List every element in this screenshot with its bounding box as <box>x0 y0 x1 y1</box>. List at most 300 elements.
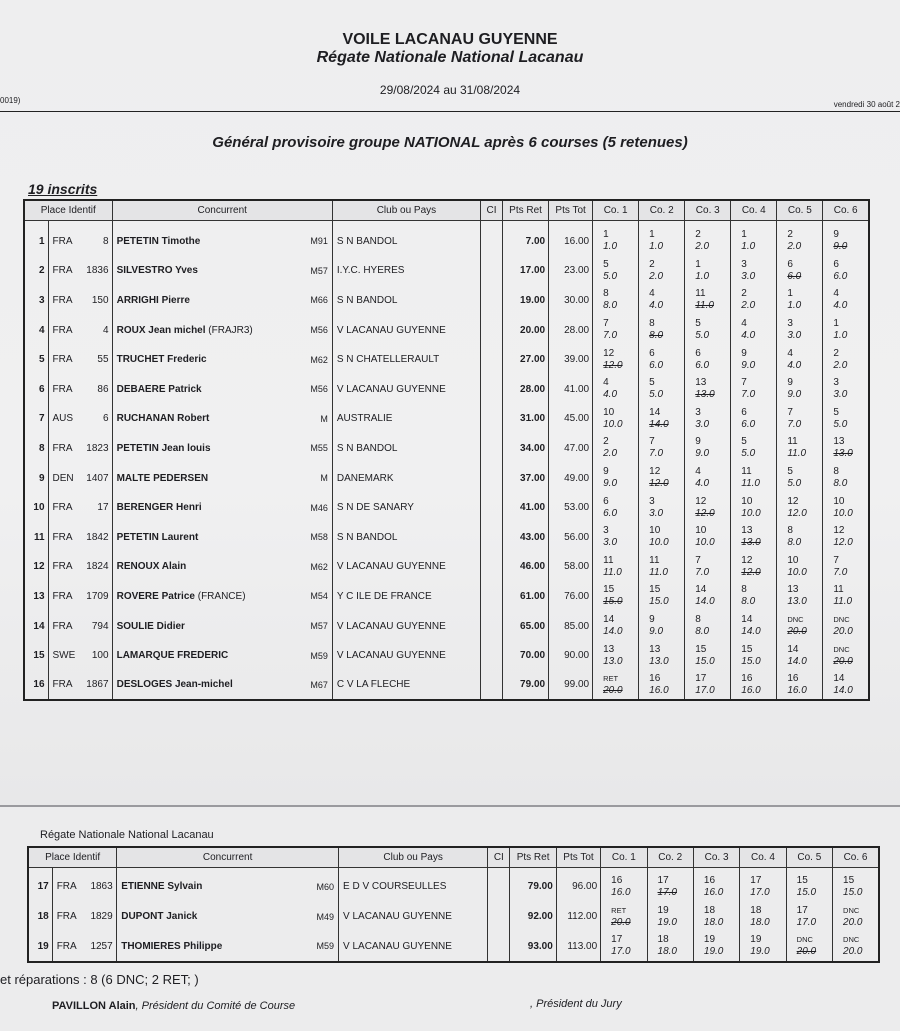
competitor-cell <box>112 641 332 671</box>
age-category: M46 <box>310 502 328 513</box>
race-1-cell <box>593 522 639 552</box>
race-points: 4.0 <box>833 300 848 312</box>
age-category: M56 <box>310 325 328 336</box>
race-points: 18.0 <box>657 946 677 957</box>
place-cell: 5 <box>38 354 45 366</box>
nationality: FRA <box>52 620 73 632</box>
race-points: 17.0 <box>611 946 631 957</box>
competitor-cell <box>117 872 339 902</box>
race-3-cell <box>685 522 731 552</box>
race-rank: 10 <box>833 495 845 507</box>
race-rank: 15 <box>649 584 661 596</box>
race-rank: 7 <box>695 554 701 566</box>
ci-cell <box>481 227 503 257</box>
sail-number: 1867 <box>86 679 109 691</box>
race-6-cell <box>833 902 879 932</box>
race-rank: 9 <box>787 377 793 389</box>
race-points: 19.0 <box>703 946 724 957</box>
pts-tot-cell: 45.00 <box>549 404 593 434</box>
race-rank: 11 <box>649 554 660 566</box>
race-1-cell <box>593 611 639 641</box>
race-3-cell <box>693 872 739 902</box>
header-club: Club ou Pays <box>339 847 488 868</box>
race-points: 17.0 <box>695 684 715 696</box>
race-4-cell <box>740 902 786 932</box>
race-rank: 7 <box>787 406 793 418</box>
race-points: 3.0 <box>741 270 756 282</box>
place-cell: 6 <box>38 383 45 395</box>
race-4-cell <box>731 463 777 493</box>
table-row <box>24 315 869 345</box>
pts-tot-cell: 96.00 <box>556 872 600 902</box>
nationality: FRA <box>52 354 73 366</box>
race-4-cell <box>731 345 777 375</box>
place-cell: 10 <box>33 502 45 514</box>
race-points: 11.0 <box>603 566 622 578</box>
event-title: Régate Nationale National Lacanau <box>316 49 584 66</box>
pts-ret-cell: 93.00 <box>510 932 556 962</box>
place-cell: 1 <box>38 235 45 247</box>
sail-id-cell <box>48 315 112 345</box>
table-row <box>28 872 879 902</box>
header-co3: Co. 3 <box>693 847 739 868</box>
pts-ret-cell: 92.00 <box>510 902 556 932</box>
competitor-name: PETETIN Timothe <box>116 235 201 247</box>
race-rank: 3 <box>695 406 701 418</box>
race-points: 20.0 <box>611 916 631 928</box>
race-6-cell <box>823 286 869 316</box>
header-co6: Co. 6 <box>823 200 869 221</box>
sail-id-cell <box>48 227 112 257</box>
ci-cell <box>481 552 503 582</box>
race-points: 6.0 <box>741 418 756 430</box>
club-cell: S N BANDOL <box>332 434 480 464</box>
club-cell: E D V COURSEULLES <box>339 872 488 902</box>
competitor-cell <box>112 582 332 612</box>
race-points: 12.0 <box>695 507 715 519</box>
race-4-cell <box>740 872 786 902</box>
race-points: 4.0 <box>741 330 756 342</box>
nationality: FRA <box>52 383 73 395</box>
header-co1: Co. 1 <box>593 200 639 221</box>
competitor-cell <box>112 522 332 552</box>
race-2-cell <box>647 902 693 932</box>
race-1-cell <box>601 932 647 962</box>
race-points: 6.0 <box>787 270 802 282</box>
competitor-cell <box>112 286 332 316</box>
president-name: PAVILLON Alain <box>52 1000 136 1012</box>
race-points: 16.0 <box>741 684 761 696</box>
race-5-cell <box>777 404 823 434</box>
pts-tot-cell: 23.00 <box>549 256 593 286</box>
race-points: 7.0 <box>695 566 710 578</box>
place-cell: 11 <box>33 531 45 543</box>
competitor-cell <box>112 493 332 523</box>
race-rank: 7 <box>741 377 747 389</box>
race-1-cell <box>593 345 639 375</box>
pts-ret-cell: 79.00 <box>503 670 549 700</box>
race-rank: 18 <box>750 904 762 916</box>
pts-ret-cell: 17.00 <box>503 256 549 286</box>
nationality: FRA <box>52 442 73 454</box>
ci-cell <box>481 286 503 316</box>
race-rank: RET <box>603 673 619 683</box>
pts-ret-cell: 7.00 <box>503 227 549 257</box>
race-rank: 7 <box>649 436 655 448</box>
sail-id-cell <box>52 902 117 932</box>
race-rank: 16 <box>649 672 661 684</box>
club-cell: V LACANAU GUYENNE <box>332 611 480 641</box>
race-6-cell <box>823 582 869 612</box>
race-rank: 13 <box>741 525 753 537</box>
race-rank: 3 <box>787 318 793 330</box>
race-6-cell <box>823 434 869 464</box>
race-5-cell <box>777 345 823 375</box>
race-rank: 18 <box>657 934 669 945</box>
nationality: FRA <box>52 561 73 573</box>
table-row <box>24 256 869 286</box>
race-rank: 8 <box>603 288 609 300</box>
race-points: 2.0 <box>787 241 802 253</box>
race-rank: 11 <box>603 554 614 566</box>
race-rank: 11 <box>787 436 798 448</box>
race-points: 10.0 <box>741 507 761 519</box>
header-club: Club ou Pays <box>332 200 480 221</box>
sail-id-cell <box>48 670 112 700</box>
competitor-suffix: (FRANCE) <box>194 590 246 602</box>
competitor-name: ROVERE Patrice <box>116 590 195 602</box>
header-concurrent: Concurrent <box>112 200 332 221</box>
club-cell: S N BANDOL <box>332 522 480 552</box>
race-points: 10.0 <box>833 507 853 519</box>
race-points: 13.0 <box>695 389 715 401</box>
pts-tot-cell: 76.00 <box>549 582 593 612</box>
race-1-cell <box>593 227 639 257</box>
race-points: 4.0 <box>787 359 802 371</box>
race-points: 3.0 <box>603 537 618 549</box>
race-6-cell <box>823 670 869 700</box>
place-cell: 4 <box>38 324 45 336</box>
club-cell: S N BANDOL <box>332 286 480 316</box>
race-5-cell <box>777 611 823 641</box>
race-rank: 10 <box>787 554 799 566</box>
race-3-cell <box>685 315 731 345</box>
competitor-cell <box>117 902 339 932</box>
ci-cell <box>481 493 503 523</box>
race-rank: 2 <box>833 347 839 359</box>
race-6-cell <box>823 374 869 404</box>
race-3-cell <box>685 404 731 434</box>
race-5-cell <box>777 493 823 523</box>
race-rank: 12 <box>741 554 753 566</box>
results-body <box>24 221 869 701</box>
age-category: M57 <box>310 621 328 632</box>
race-rank: 8 <box>741 584 747 596</box>
sail-number: 794 <box>91 620 109 632</box>
race-rank: DNC <box>796 935 813 944</box>
competitor-name: PETETIN Jean louis <box>116 442 211 454</box>
results-header <box>24 200 869 221</box>
header-co3: Co. 3 <box>685 200 731 221</box>
race-rank: 6 <box>603 495 609 507</box>
competitor-name: DEBAERE Patrick <box>116 383 202 395</box>
club-cell: I.Y.C. HYERES <box>332 256 480 286</box>
sail-number: 150 <box>91 294 109 306</box>
pts-ret-cell: 31.00 <box>503 404 549 434</box>
table-row <box>24 582 869 612</box>
race-6-cell <box>823 404 869 434</box>
race-4-cell <box>731 641 777 671</box>
ci-cell <box>481 345 503 375</box>
race-3-cell <box>685 641 731 671</box>
pts-tot-cell: 49.00 <box>549 463 593 493</box>
pts-ret-cell: 79.00 <box>510 872 556 902</box>
ci-cell <box>481 611 503 641</box>
age-category: M <box>320 473 328 484</box>
pts-tot-cell: 113.00 <box>556 932 600 962</box>
sail-id-cell <box>52 932 117 962</box>
race-rank: DNC <box>833 615 850 625</box>
pts-ret-cell: 41.00 <box>503 493 549 523</box>
table-row <box>24 493 869 523</box>
header-co6: Co. 6 <box>833 847 879 868</box>
race-2-cell <box>639 493 685 523</box>
race-rank: DNC <box>843 905 860 915</box>
print-date: vendredi 30 août 2 <box>833 100 900 109</box>
place-cell: 12 <box>33 561 45 573</box>
sail-id-cell <box>48 641 112 671</box>
race-points: 17.0 <box>750 886 770 898</box>
race-5-cell <box>777 522 823 552</box>
table-row <box>24 611 869 641</box>
ci-cell <box>488 872 510 902</box>
pts-ret-cell: 46.00 <box>503 552 549 582</box>
race-points: 13.0 <box>603 655 623 667</box>
race-1-cell <box>593 463 639 493</box>
race-1-cell <box>593 493 639 523</box>
club-cell: V LACANAU GUYENNE <box>339 932 488 962</box>
race-rank: 1 <box>787 288 793 300</box>
race-4-cell <box>740 932 786 962</box>
race-points: 10.0 <box>603 418 623 430</box>
race-2-cell <box>639 611 685 641</box>
race-rank: 5 <box>649 377 655 389</box>
race-points: 20.0 <box>796 946 817 957</box>
sail-number: 100 <box>91 650 109 662</box>
sail-number: 1824 <box>86 561 109 573</box>
club-cell: V LACANAU GUYENNE <box>332 374 480 404</box>
race-points: 20.0 <box>843 946 863 957</box>
race-points: 7.0 <box>833 566 848 578</box>
club-cell: C V LA FLECHE <box>332 670 480 700</box>
race-points: 15.0 <box>649 596 669 608</box>
race-rank: 10 <box>695 525 707 537</box>
age-category: M58 <box>310 532 328 543</box>
table-row <box>28 932 879 962</box>
race-points: 14.0 <box>603 626 623 638</box>
race-points: 16.0 <box>703 886 724 898</box>
sail-number: 1407 <box>86 472 109 484</box>
race-3-cell <box>685 345 731 375</box>
race-points: 14.0 <box>787 655 807 667</box>
sail-number: 1863 <box>90 881 113 892</box>
sail-number: 8 <box>102 235 109 247</box>
club-cell: S N CHATELLERAULT <box>332 345 480 375</box>
race-rank: 11 <box>695 288 706 300</box>
club-cell: V LACANAU GUYENNE <box>332 315 480 345</box>
sail-number: 1257 <box>90 940 113 952</box>
race-points: 4.0 <box>603 389 618 401</box>
sail-number: 1709 <box>86 590 109 602</box>
race-rank: 15 <box>695 643 707 655</box>
race-rank: 16 <box>611 874 623 886</box>
race-points: 12.0 <box>649 478 669 490</box>
nationality: FRA <box>56 911 77 922</box>
race-points: 17.0 <box>796 916 817 928</box>
race-3-cell <box>685 670 731 700</box>
race-5-cell <box>777 374 823 404</box>
place-cell: 15 <box>33 650 45 662</box>
race-points: 3.0 <box>649 507 664 519</box>
race-6-cell <box>823 345 869 375</box>
place-cell: 9 <box>38 472 45 484</box>
race-rank: 14 <box>741 614 753 626</box>
place-cell: 13 <box>33 590 45 602</box>
pts-ret-cell: 37.00 <box>503 463 549 493</box>
race-2-cell <box>639 522 685 552</box>
race-6-cell <box>823 463 869 493</box>
competitor-cell <box>112 374 332 404</box>
race-rank: 4 <box>833 288 839 300</box>
header-co5: Co. 5 <box>786 847 832 868</box>
nationality: FRA <box>52 590 73 602</box>
race-4-cell <box>731 286 777 316</box>
age-category: M91 <box>310 236 328 247</box>
competitor-name: ARRIGHI Pierre <box>116 294 190 306</box>
race-rank: 18 <box>703 904 716 916</box>
competitor-name: MALTE PEDERSEN <box>116 472 209 484</box>
race-points: 2.0 <box>603 448 618 460</box>
ci-cell <box>488 932 510 962</box>
competitor-name: ROUX Jean michel <box>116 324 206 336</box>
race-rank: DNC <box>843 935 860 944</box>
race-1-cell <box>593 286 639 316</box>
club-cell: V LACANAU GUYENNE <box>332 641 480 671</box>
race-rank: 16 <box>787 672 799 684</box>
race-3-cell <box>693 902 739 932</box>
race-4-cell <box>731 315 777 345</box>
race-rank: 6 <box>787 258 793 270</box>
race-rank: 13 <box>695 377 707 389</box>
race-6-cell <box>823 315 869 345</box>
nationality: FRA <box>56 881 77 892</box>
pts-ret-cell: 65.00 <box>503 611 549 641</box>
table-row <box>24 463 869 493</box>
table-row <box>24 434 869 464</box>
race-6-cell <box>823 493 869 523</box>
race-3-cell <box>685 552 731 582</box>
race-points: 5.0 <box>603 270 618 282</box>
pts-tot-cell: 90.00 <box>549 641 593 671</box>
pts-ret-cell: 19.00 <box>503 286 549 316</box>
race-6-cell <box>823 522 869 552</box>
race-points: 7.0 <box>603 330 618 342</box>
race-rank: 3 <box>603 525 609 537</box>
ci-cell <box>481 404 503 434</box>
sail-number: 6 <box>102 413 109 425</box>
race-1-cell <box>593 670 639 700</box>
race-rank: 5 <box>741 436 747 448</box>
sail-number: 1823 <box>86 442 109 454</box>
race-rank: 1 <box>649 229 655 241</box>
header-pts-tot: Pts Tot <box>556 847 600 868</box>
race-6-cell <box>823 227 869 257</box>
sail-id-cell <box>48 522 112 552</box>
club-cell: AUSTRALIE <box>332 404 480 434</box>
race-points: 1.0 <box>833 330 848 342</box>
competitor-name: SOULIE Didier <box>116 620 185 632</box>
race-points: 7.0 <box>649 448 664 460</box>
race-rank: 9 <box>833 229 839 241</box>
race-3-cell <box>685 463 731 493</box>
race-points: 18.0 <box>750 916 770 928</box>
table-row <box>24 286 869 316</box>
race-points: 19.0 <box>657 916 677 928</box>
club-cell: Y C ILE DE FRANCE <box>332 582 480 612</box>
race-rank: 19 <box>750 934 762 945</box>
race-rank: 12 <box>833 525 845 537</box>
race-rank: 19 <box>703 934 716 945</box>
club-cell: V LACANAU GUYENNE <box>339 902 488 932</box>
competitor-name: PETETIN Laurent <box>116 531 199 543</box>
race-1-cell <box>593 434 639 464</box>
president-role: , Président du Comité de Course <box>135 1000 296 1012</box>
race-3-cell <box>685 374 731 404</box>
pts-tot-cell: 53.00 <box>549 493 593 523</box>
race-points: 11.0 <box>741 478 760 490</box>
race-points: 3.0 <box>695 418 710 430</box>
results-table <box>23 199 870 701</box>
race-points: 9.0 <box>833 241 848 253</box>
nationality: FRA <box>52 679 73 691</box>
nationality: FRA <box>56 940 77 952</box>
pts-tot-cell: 16.00 <box>549 227 593 257</box>
race-1-cell <box>593 256 639 286</box>
header-divider <box>0 111 900 112</box>
race-points: 12.0 <box>833 537 853 549</box>
table-row <box>24 404 869 434</box>
competitor-cell <box>112 463 332 493</box>
race-rank: 17 <box>750 874 762 886</box>
age-category: M <box>320 413 328 424</box>
race-points: 8.0 <box>649 330 664 342</box>
race-points: 6.0 <box>833 270 848 282</box>
pts-tot-cell: 41.00 <box>549 374 593 404</box>
race-points: 5.0 <box>833 418 848 430</box>
race-points: 11.0 <box>695 300 714 312</box>
race-rank: 11 <box>833 584 844 596</box>
repairs-summary: et réparations : 8 (6 DNC; 2 RET; ) <box>0 972 199 987</box>
race-rank: 7 <box>833 554 839 566</box>
pts-tot-cell: 99.00 <box>549 670 593 700</box>
race-points: 6.0 <box>695 359 710 371</box>
race-points: 5.0 <box>695 330 710 342</box>
table-row <box>24 552 869 582</box>
header-co2: Co. 2 <box>647 847 693 868</box>
race-rank: 10 <box>741 495 753 507</box>
sail-number: 4 <box>102 324 109 336</box>
race-2-cell <box>639 582 685 612</box>
